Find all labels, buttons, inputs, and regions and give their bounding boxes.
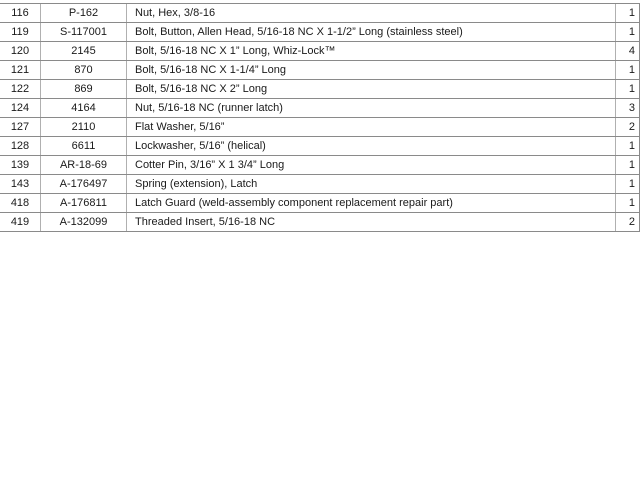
ref-number: 119: [0, 23, 41, 42]
part-description: Bolt, 5/16-18 NC X 1-1/4” Long: [127, 61, 616, 80]
table-row: [0, 80, 640, 99]
table-row: [0, 118, 640, 137]
part-description: Bolt, 5/16-18 NC X 2” Long: [127, 80, 616, 99]
part-description: Nut, 5/16-18 NC (runner latch): [127, 99, 616, 118]
part-description: Lockwasher, 5/16” (helical): [127, 137, 616, 156]
parts-list-body: [0, 4, 640, 232]
quantity: 1: [616, 194, 640, 213]
part-number: 869: [41, 80, 127, 99]
table-row: [0, 137, 640, 156]
quantity: 1: [616, 4, 640, 23]
table-row: [0, 213, 640, 232]
ref-number: 418: [0, 194, 41, 213]
ref-number: 120: [0, 42, 41, 61]
table-row: [0, 194, 640, 213]
table-row: [0, 23, 640, 42]
part-number: A-132099: [41, 213, 127, 232]
part-description: Flat Washer, 5/16”: [127, 118, 616, 137]
table-row: [0, 42, 640, 61]
ref-number: 121: [0, 61, 41, 80]
quantity: 1: [616, 175, 640, 194]
ref-number: 139: [0, 156, 41, 175]
part-number: 4164: [41, 99, 127, 118]
quantity: 1: [616, 137, 640, 156]
part-description: Latch Guard (weld-assembly component replacement repair part): [127, 194, 616, 213]
part-number: 2110: [41, 118, 127, 137]
ref-number: 122: [0, 80, 41, 99]
table-row: [0, 156, 640, 175]
part-number: P-162: [41, 4, 127, 23]
quantity: 1: [616, 61, 640, 80]
part-number: A-176811: [41, 194, 127, 213]
part-number: S-117001: [41, 23, 127, 42]
part-number: AR-18-69: [41, 156, 127, 175]
quantity: 4: [616, 42, 640, 61]
part-description: Bolt, 5/16-18 NC X 1” Long, Whiz-Lock™: [127, 42, 616, 61]
part-description: Cotter Pin, 3/16” X 1 3/4” Long: [127, 156, 616, 175]
ref-number: 128: [0, 137, 41, 156]
part-number: 2145: [41, 42, 127, 61]
quantity: 1: [616, 23, 640, 42]
ref-number: 124: [0, 99, 41, 118]
quantity: 2: [616, 213, 640, 232]
part-number: 870: [41, 61, 127, 80]
part-description: Bolt, Button, Allen Head, 5/16-18 NC X 1-1/2” Long (stainless steel): [127, 23, 616, 42]
part-description: Threaded Insert, 5/16-18 NC: [127, 213, 616, 232]
table-row: [0, 4, 640, 23]
quantity: 1: [616, 80, 640, 99]
ref-number: 127: [0, 118, 41, 137]
quantity: 2: [616, 118, 640, 137]
part-number: 6611: [41, 137, 127, 156]
quantity: 3: [616, 99, 640, 118]
table-row: [0, 61, 640, 80]
ref-number: 116: [0, 4, 41, 23]
quantity: 1: [616, 156, 640, 175]
table-row: [0, 99, 640, 118]
part-description: Spring (extension), Latch: [127, 175, 616, 194]
ref-number: 143: [0, 175, 41, 194]
parts-list-table: [0, 3, 640, 232]
table-row: [0, 175, 640, 194]
ref-number: 419: [0, 213, 41, 232]
part-description: Nut, Hex, 3/8-16: [127, 4, 616, 23]
part-number: A-176497: [41, 175, 127, 194]
